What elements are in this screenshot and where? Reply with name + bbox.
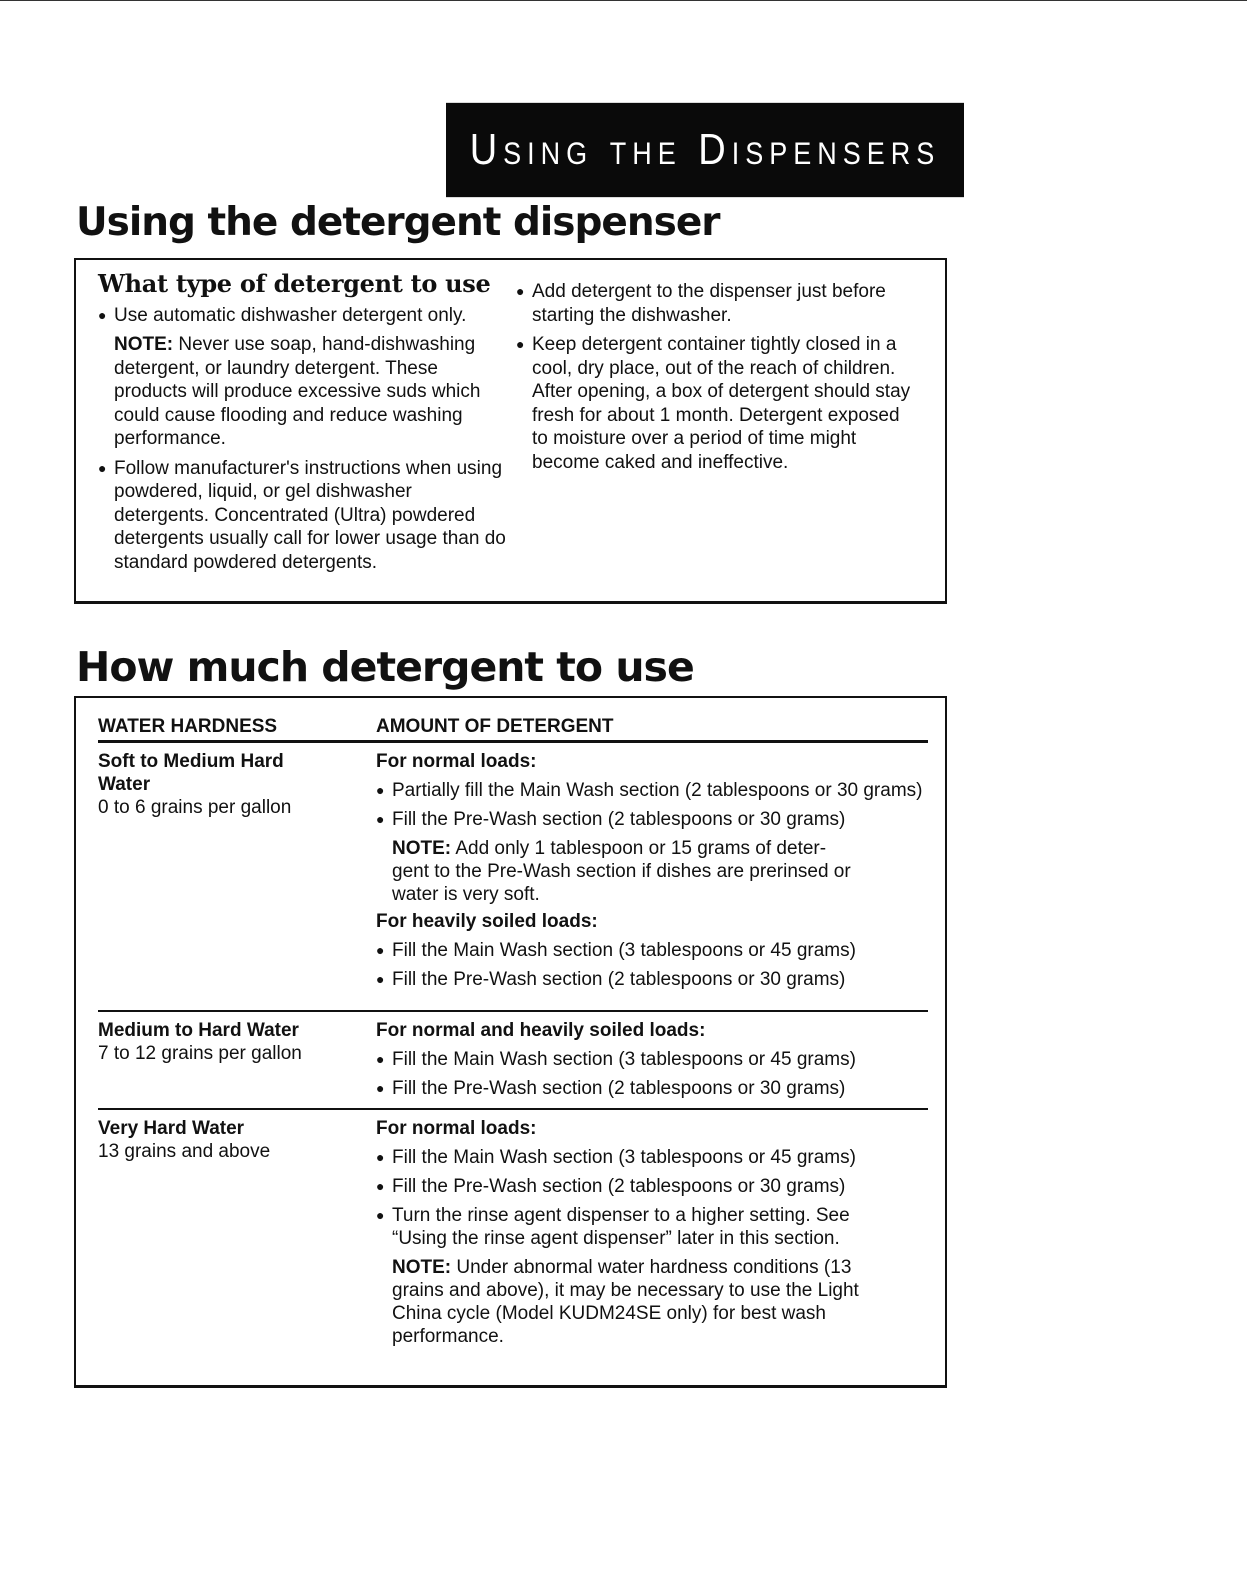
list-item: ● Follow manufacturer's instructions when using powdered, liquid, or gel dishwasher detergents. Concentrated (Ultra) powdered detergents usually call for lower usage than do standard powdered detergents. xyxy=(98,457,506,573)
table-row-amount: For normal loads: ● Partially fill the Main Wash section (2 tablespoons or 30 grams) ● Fill the Pre-Wash section (2 tablespoons or 30 grams) NOTE: Add only 1 tablespoon or 15 grams of deter-gent to the Pre-Wash section if dishes are prerinsed or water is very soft. For heavily soiled loads: ● Fill the Main Wash section (3 tablespoons or 45 grams) ● Fill the Pre-Wash section (2 tablespoons or 30 grams) xyxy=(376,750,928,997)
page-top-border xyxy=(0,0,1247,1)
bullet-icon: ● xyxy=(376,1178,385,1194)
table-row-amount: For normal loads: ● Fill the Main Wash section (3 tablespoons or 45 grams) ● Fill the Pre-Wash section (2 tablespoons or 30 grams) ● Turn the rinse agent dispenser to a higher setting. See “Using the rinse agent dispenser” later in this section. NOTE: Under abnormal water hardness conditions (13 grains and above), it may be necessary to use the Light China cycle (Model KUDM24SE only) for best wash performance. xyxy=(376,1117,928,1348)
column-header-amount: AMOUNT OF DETERGENT xyxy=(376,716,614,737)
row-divider xyxy=(98,1010,928,1012)
bullet-icon: ● xyxy=(516,336,525,352)
list-item: ● Turn the rinse agent dispenser to a higher setting. See “Using the rinse agent dispenser” later in this section. xyxy=(376,1205,850,1249)
detergent-type-right-column xyxy=(516,280,916,480)
list-item: ● Fill the Main Wash section (3 tablespoons or 45 grams) xyxy=(376,1147,856,1168)
list-item: ● Fill the Pre-Wash section (2 tablespoons or 30 grams) xyxy=(376,809,846,830)
list-item: ● Fill the Main Wash section (3 tablespoons or 45 grams) xyxy=(376,1049,856,1070)
list-item: ● Fill the Pre-Wash section (2 tablespoons or 30 grams) xyxy=(376,969,846,990)
bullet-icon: ● xyxy=(98,459,107,476)
heading-how-much-detergent: How much detergent to use xyxy=(76,643,694,691)
detergent-type-box xyxy=(74,258,947,604)
table-row-hardness: Medium to Hard Water 7 to 12 grains per gallon xyxy=(98,1020,302,1064)
heading-detergent-dispenser: Using the detergent dispenser xyxy=(76,200,720,245)
bullet-icon: ● xyxy=(376,1080,385,1096)
note-soap-warning: NOTE: Never use soap, hand-dishwashing detergent, or laundry detergent. These products will produce excessive suds which could cause flooding and reduce washing performance. xyxy=(114,334,481,449)
note-hard-water: NOTE: Under abnormal water hardness conditions (13 grains and above), it may be necessary to use the Light China cycle (Model KUDM24SE only) for best wash performance. xyxy=(392,1257,859,1347)
bullet-icon: ● xyxy=(376,971,385,987)
column-header-water-hardness: WATER HARDNESS xyxy=(98,716,278,737)
subheading-detergent-type: What type of detergent to use xyxy=(98,269,491,298)
detergent-amount-table xyxy=(74,696,947,1388)
bullet-icon: ● xyxy=(98,306,107,323)
bullet-icon: ● xyxy=(376,942,385,958)
table-row-hardness: Soft to Medium Hard Water 0 to 6 grains per gallon xyxy=(98,751,292,818)
table-row-hardness: Very Hard Water 13 grains and above xyxy=(98,1118,271,1162)
list-item: ● Fill the Pre-Wash section (2 tablespoons or 30 grams) xyxy=(376,1176,846,1197)
bullet-icon: ● xyxy=(376,1051,385,1067)
bullet-icon: ● xyxy=(376,1207,385,1223)
list-item: ● Fill the Pre-Wash section (2 tablespoons or 30 grams) xyxy=(376,1078,846,1099)
header-divider xyxy=(98,740,928,743)
list-item: ● Use automatic dishwasher detergent only. xyxy=(98,304,467,326)
bullet-icon: ● xyxy=(376,1149,385,1165)
list-item: ● Fill the Main Wash section (3 tablespoons or 45 grams) xyxy=(376,940,856,961)
section-banner: Using the Dispensers xyxy=(446,103,964,197)
row-divider xyxy=(98,1108,928,1110)
table-row-amount: For normal and heavily soiled loads: ● Fill the Main Wash section (3 tablespoons or 45 grams) ● Fill the Pre-Wash section (2 tablespoons or 30 grams) xyxy=(376,1019,928,1106)
bullet-icon: ● xyxy=(376,811,385,827)
note-prewash: NOTE: Add only 1 tablespoon or 15 grams of deter-gent to the Pre-Wash section if dishes are prerinsed or water is very soft. xyxy=(392,838,851,905)
bullet-icon: ● xyxy=(516,283,525,299)
list-item: ● Keep detergent container tightly closed in a cool, dry place, out of the reach of children. After opening, a box of detergent should stay fresh for about 1 month. Detergent exposed to moisture over a period of time might become caked and ineffective. xyxy=(516,334,911,473)
list-item: ● Add detergent to the dispenser just before starting the dishwasher. xyxy=(516,281,886,326)
list-item: ● Partially fill the Main Wash section (2 tablespoons or 30 grams) xyxy=(376,780,923,801)
bullet-icon: ● xyxy=(376,782,385,798)
detergent-type-left-column xyxy=(98,269,508,580)
